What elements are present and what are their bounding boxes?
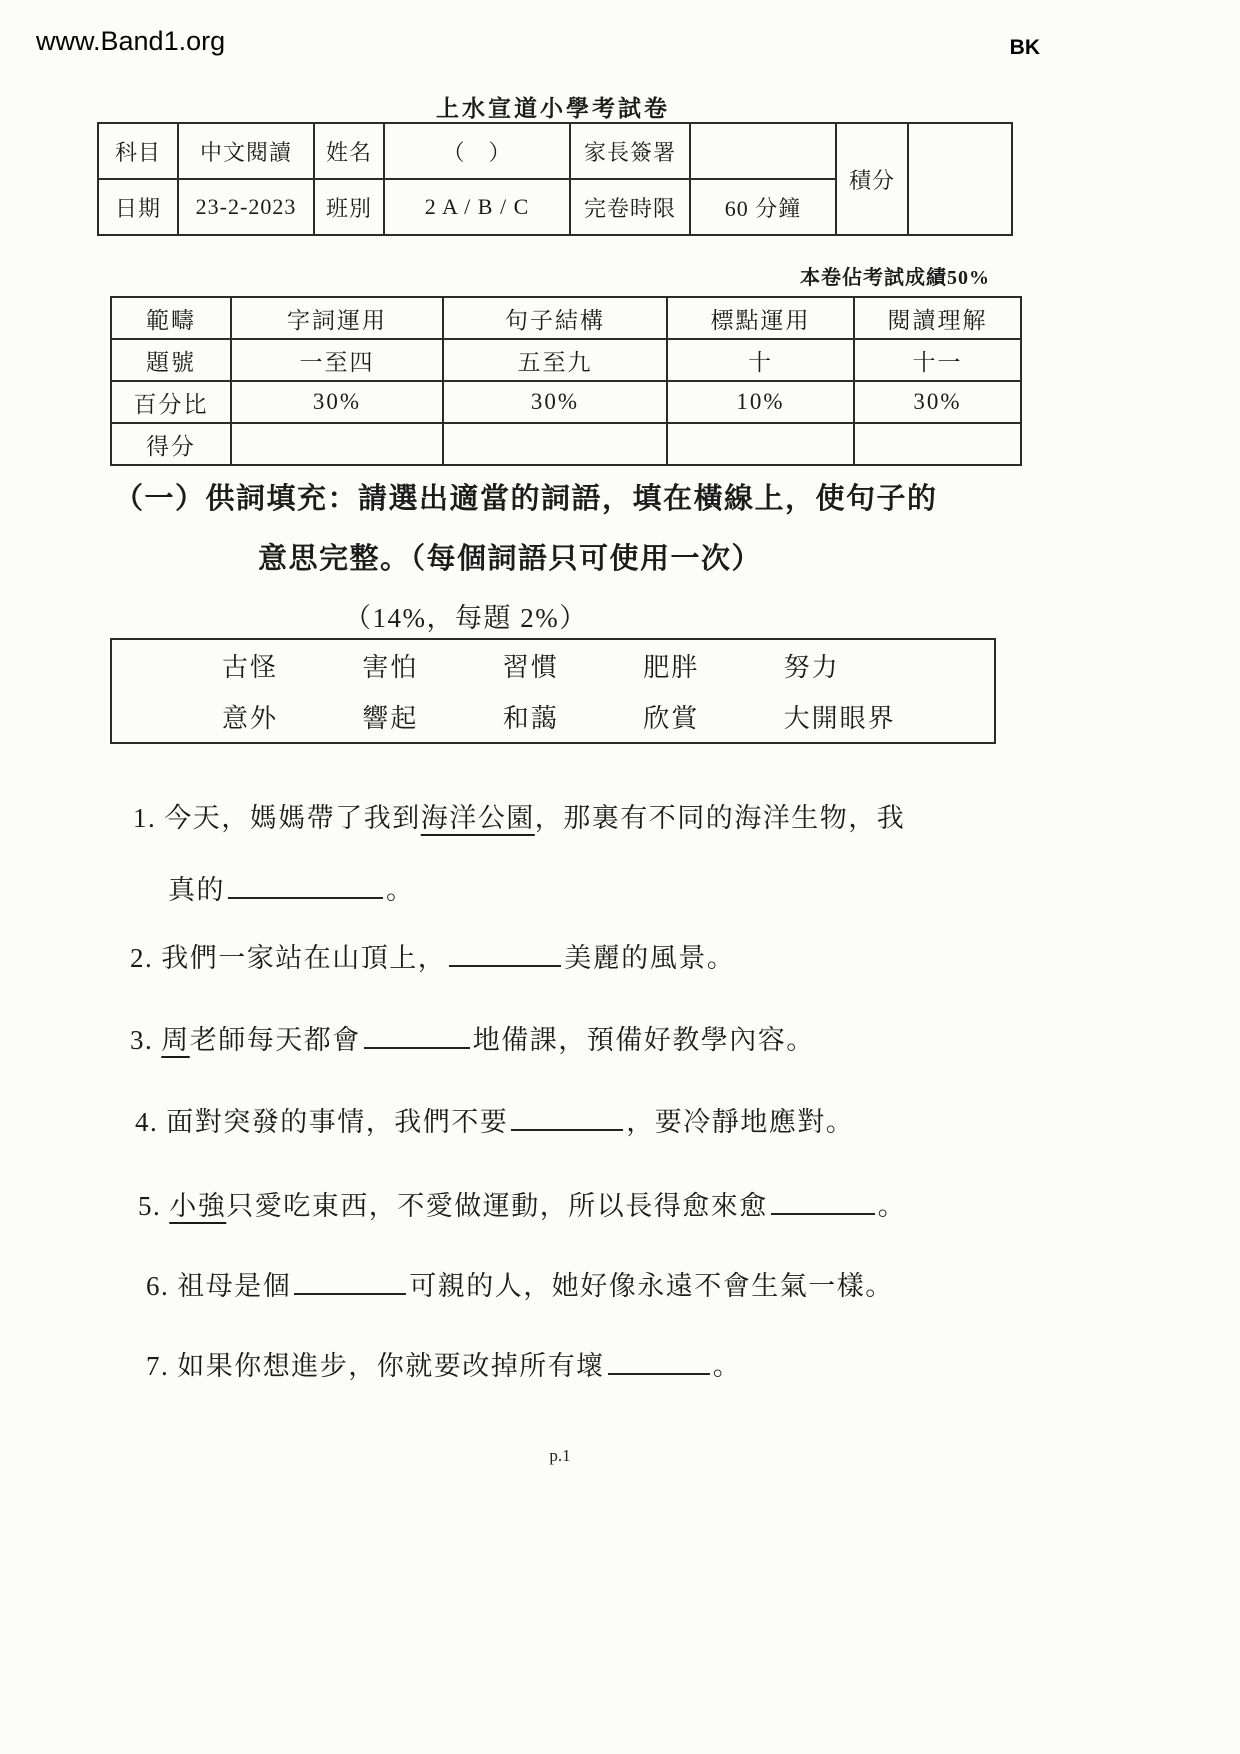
underlined-term: 周: [161, 1025, 190, 1055]
table-row: [111, 423, 1021, 465]
question-5: [138, 1184, 906, 1223]
row-header: 百分比: [111, 381, 231, 423]
question-text: 。: [877, 1191, 907, 1221]
underlined-term: 海洋公園: [420, 803, 535, 833]
question-text: 。: [386, 875, 415, 905]
underlined-term: 小強: [169, 1191, 227, 1221]
exam-title: 上水宣道小學考試卷: [436, 96, 670, 121]
section-heading-line-2: 意思完整。（每個詞語只可使用一次）: [258, 543, 763, 575]
word-bank-row-2: [222, 698, 924, 735]
question-number: 5.: [138, 1191, 162, 1221]
table-cell: 30%: [854, 381, 1021, 423]
table-cell: [854, 423, 1021, 465]
section-marks-note: （14%，每題 2%）: [344, 603, 588, 633]
answer-blank: [294, 1266, 406, 1295]
question-text: 祖母是個: [177, 1271, 292, 1301]
question-text: ，要冷靜地應對。: [626, 1107, 855, 1137]
date-value: 23-2-2023: [178, 179, 314, 235]
question-text: 真的: [168, 875, 225, 905]
question-text: 地備課，預備好教學內容。: [472, 1025, 815, 1055]
question-text: 今天，媽媽帶了我到: [164, 803, 421, 833]
question-text: 面對突發的事情，我們不要: [166, 1107, 509, 1137]
word-bank-item: 努力: [783, 653, 840, 682]
row-header: 得分: [111, 423, 231, 465]
name-value: （ ）: [384, 123, 570, 179]
question-text: 。: [712, 1351, 742, 1381]
question-7: [146, 1344, 741, 1383]
question-number: 1.: [133, 803, 157, 833]
question-6: [146, 1264, 894, 1303]
row-header: 題號: [111, 339, 231, 381]
table-cell: 標點運用: [667, 297, 854, 339]
word-bank-item: 大開眼界: [783, 704, 896, 733]
table-row: [111, 339, 1021, 381]
answer-blank: [771, 1186, 875, 1215]
question-1-line-2: [168, 868, 415, 907]
score-value: [908, 123, 1012, 235]
answer-blank: [364, 1020, 470, 1049]
table-cell: 10%: [667, 381, 854, 423]
table-cell: 五至九: [443, 339, 667, 381]
info-row-1: [98, 123, 1012, 179]
question-number: 4.: [135, 1107, 159, 1137]
row-header: 範疇: [111, 297, 231, 339]
exam-weight-note: 本卷佔考試成績50%: [800, 267, 990, 289]
question-text: 老師每天都會: [189, 1025, 361, 1055]
question-3: [130, 1018, 815, 1057]
site-watermark: www.Band1.org: [36, 26, 226, 56]
question-text: 可親的人，她好像永遠不會生氣一樣。: [409, 1271, 894, 1301]
question-text: 我們一家站在山頂上，: [161, 943, 447, 973]
table-cell: 30%: [231, 381, 443, 423]
table-cell: 閱讀理解: [854, 297, 1021, 339]
date-label: 日期: [98, 179, 178, 235]
corner-tag: BK: [1009, 36, 1040, 59]
question-number: 3.: [130, 1025, 154, 1055]
answer-blank: [228, 870, 383, 899]
word-bank-box: [110, 638, 996, 744]
word-bank-item: 古怪: [222, 653, 279, 682]
table-cell: [667, 423, 854, 465]
table-cell: [443, 423, 667, 465]
name-label: 姓名: [314, 123, 384, 179]
question-text: 美麗的風景。: [564, 943, 736, 973]
subject-value: 中文閱讀: [178, 123, 314, 179]
exam-info-table: [97, 122, 1013, 236]
score-label: 積分: [836, 123, 908, 235]
question-4: [135, 1100, 854, 1139]
word-bank-item: 欣賞: [643, 704, 700, 733]
class-label: 班別: [314, 179, 384, 235]
word-bank-item: 肥胖: [643, 653, 700, 682]
subject-label: 科目: [98, 123, 178, 179]
word-bank-row-1: [222, 647, 924, 684]
word-bank-item: 和藹: [502, 704, 559, 733]
question-1-line-1: [133, 796, 905, 835]
word-bank-item: 害怕: [362, 653, 419, 682]
table-cell: 句子結構: [443, 297, 667, 339]
word-bank-item: 習慣: [502, 653, 559, 682]
table-cell: 十一: [854, 339, 1021, 381]
table-row: [111, 381, 1021, 423]
word-bank-item: 響起: [362, 704, 419, 733]
time-limit-value: 60 分鐘: [690, 179, 836, 235]
table-row: [111, 297, 1021, 339]
answer-blank: [449, 938, 561, 967]
table-cell: 十: [667, 339, 854, 381]
question-number: 2.: [130, 943, 154, 973]
table-cell: 一至四: [231, 339, 443, 381]
question-2: [130, 936, 735, 975]
question-text: ，那裏有不同的海洋生物，我: [534, 803, 906, 833]
parent-sign-value: [690, 123, 836, 179]
answer-blank: [608, 1346, 710, 1375]
parent-sign-label: 家長簽署: [570, 123, 690, 179]
time-limit-label: 完卷時限: [570, 179, 690, 235]
class-value: 2 A / B / C: [384, 179, 570, 235]
word-bank-item: 意外: [222, 704, 279, 733]
question-text: 只愛吃東西，不愛做運動，所以長得愈來愈: [226, 1191, 768, 1221]
question-number: 6.: [146, 1271, 170, 1301]
question-number: 7.: [146, 1351, 170, 1381]
marks-breakdown-table: [110, 296, 1022, 466]
table-cell: 字詞運用: [231, 297, 443, 339]
question-text: 如果你想進步，你就要改掉所有壞: [177, 1351, 605, 1381]
answer-blank: [511, 1102, 623, 1131]
table-cell: [231, 423, 443, 465]
page-number: p.1: [549, 1446, 571, 1465]
section-heading-line-1: （一）供詞填充：請選出適當的詞語，填在橫線上，使句子的: [114, 483, 938, 515]
table-cell: 30%: [443, 381, 667, 423]
